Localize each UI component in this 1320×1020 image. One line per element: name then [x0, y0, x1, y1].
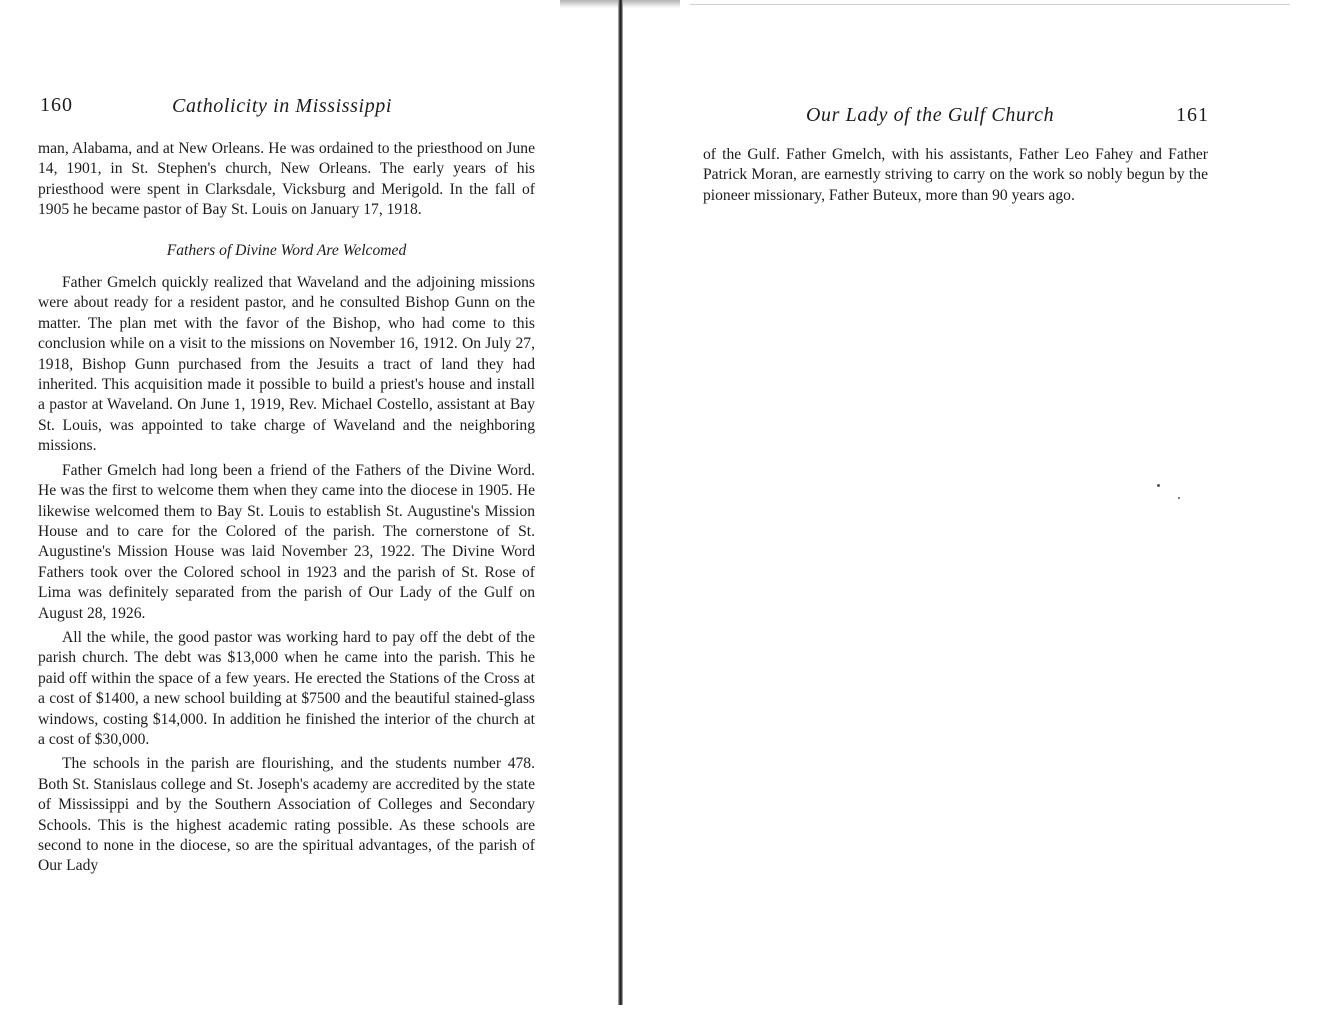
left-page-body [38, 139, 535, 877]
page-number: 160 [40, 94, 73, 116]
paper-speck [1157, 484, 1160, 487]
page-number: 161 [1176, 104, 1209, 126]
paper-speck [1178, 497, 1180, 499]
paragraph: Father Gmelch had long been a friend of the Fathers of the Divine Word. He was the first to welcome them when they came into the diocese in 1905. He likewise welcomed them to Bay St. Louis to establish St. Augustine's Mission House and to care for the Colored of the parish. The cornerstone of St. Augustine's Mission House was laid November 23, 1922. The Divine Word Fathers took over the Colored school in 1923 and the parish of St. Rose of Lima was definitely separated from the parish of Our Lady of the Gulf on August 28, 1926. [38, 461, 535, 622]
running-head: Our Lady of the Gulf Church [806, 104, 1055, 126]
right-page-body [703, 145, 1208, 206]
book-gutter [618, 0, 623, 1005]
running-head: Catholicity in Mississippi [172, 95, 393, 117]
paragraph: The schools in the parish are flourishing, and the students number 478. Both St. Stanislaus college and St. Joseph's academy are accredited by the state of Mississippi and by the Southern Association of Colleges and Secondary Schools. This is the highest academic rating possible. As these schools are second to none in the diocese, so are the spiritual advantages, of the parish of Our Lady [38, 755, 535, 875]
opening-paragraph: man, Alabama, and at New Orleans. He was ordained to the priesthood on June 14, 1901, in St. Stephen's church, New Orleans. The early years of his priesthood were spent in Clarksdale, Vicksburg and Merigold. In the fall of 1905 he became pastor of Bay St. Louis on January 17, 1918. [38, 140, 535, 219]
paragraph: All the while, the good pastor was working hard to pay off the debt of the parish church. The debt was $13,000 when he came into the parish. This he paid off within the space of a few years. He erected the Stations of the Cross at a cost of $1400, a new school building at $7500 and the beautiful stained-glass windows, costing $14,000. In addition he finished the interior of the church at a cost of $30,000. [38, 628, 535, 748]
paragraph: of the Gulf. Father Gmelch, with his assistants, Father Leo Fahey and Father Patrick Moran, are earnestly striving to carry on the work so nobly begun by the pioneer missionary, Father Buteux, more than 90 years ago. [703, 146, 1208, 204]
paragraph: Father Gmelch quickly realized that Waveland and the adjoining missions were about ready for a resident pastor, and he consulted Bishop Gunn on the matter. The plan met with the favor of the Bishop, who had come to this conclusion while on a visit to the missions on November 16, 1912. On July 27, 1918, Bishop Gunn purchased from the Jesuits a tract of land they had inherited. This acquisition made it possible to build a priest's house and install a pastor at Waveland. On June 1, 1919, Rev. Michael Costello, assistant at Bay St. Louis, was appointed to take charge of Waveland and the neighboring missions. [38, 274, 535, 455]
page-top-edge [690, 4, 1290, 5]
section-heading: Fathers of Divine Word Are Welcomed [166, 241, 407, 259]
